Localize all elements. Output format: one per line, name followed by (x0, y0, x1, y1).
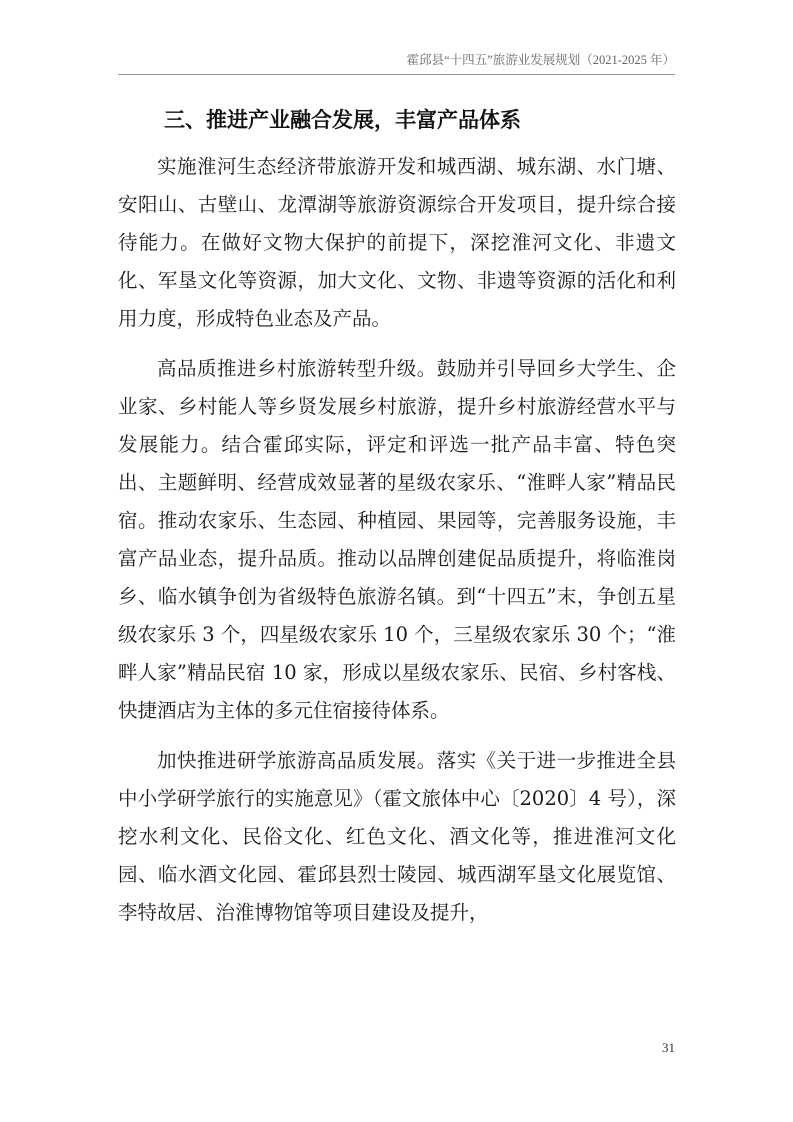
page-body (118, 92, 676, 932)
section-heading: 三、推进产业融合发展，丰富产品体系 (164, 108, 521, 132)
body-paragraph-1: 实施淮河生态经济带旅游开发和城西湖、城东湖、水门塘、安阳山、古壁山、龙潭湖等旅游资源综合开发项目，提升综合接待能力。在做好文物大保护的前提下，深挖淮河文化、非遗文化、军垦文化等资源，加大文化、文物、非遗等资源的活化和利用力度，形成特色业态及产品。 (118, 155, 676, 330)
body-paragraph-3: 加快推进研学旅游高品质发展。落实《关于进一步推进全县中小学研学旅行的实施意见》（霍文旅体中心〔2020〕4 号），深挖水利文化、民俗文化、红色文化、酒文化等，推进淮河文化园、临水酒文化园、霍邱县烈士陵园、城西湖军垦文化展览馆、李特故居、治淮博物馆等项目建设及提升， (118, 749, 676, 924)
page-number: 31 (662, 1040, 675, 1055)
body-paragraph-2: 高品质推进乡村旅游转型升级。鼓励并引导回乡大学生、企业家、乡村能人等乡贤发展乡村旅游，提升乡村旅游经营水平与发展能力。结合霍邱实际，评定和评选一批产品丰富、特色突出、主题鲜明、经营成效显著的星级农家乐、“淮畔人家”精品民宿。推动农家乐、生态园、种植园、果园等，完善服务设施，丰富产品业态，提升品质。推动以品牌创建促品质提升，将临淮岗乡、临水镇争创为省级特色旅游名镇。到“十四五”末，争创五星级农家乐 3 个，四星级农家乐 10 个，三星级农家乐 30 个；“淮畔人家”精品民宿 10 家，形成以星级农家乐、民宿、乡村客栈、快捷酒店为主体的多元住宿接待体系。 (118, 357, 676, 722)
running-header-title: 霍邱县“十四五”旅游业发展规划（2021-2025 年） (406, 53, 675, 67)
running-header (118, 50, 675, 75)
